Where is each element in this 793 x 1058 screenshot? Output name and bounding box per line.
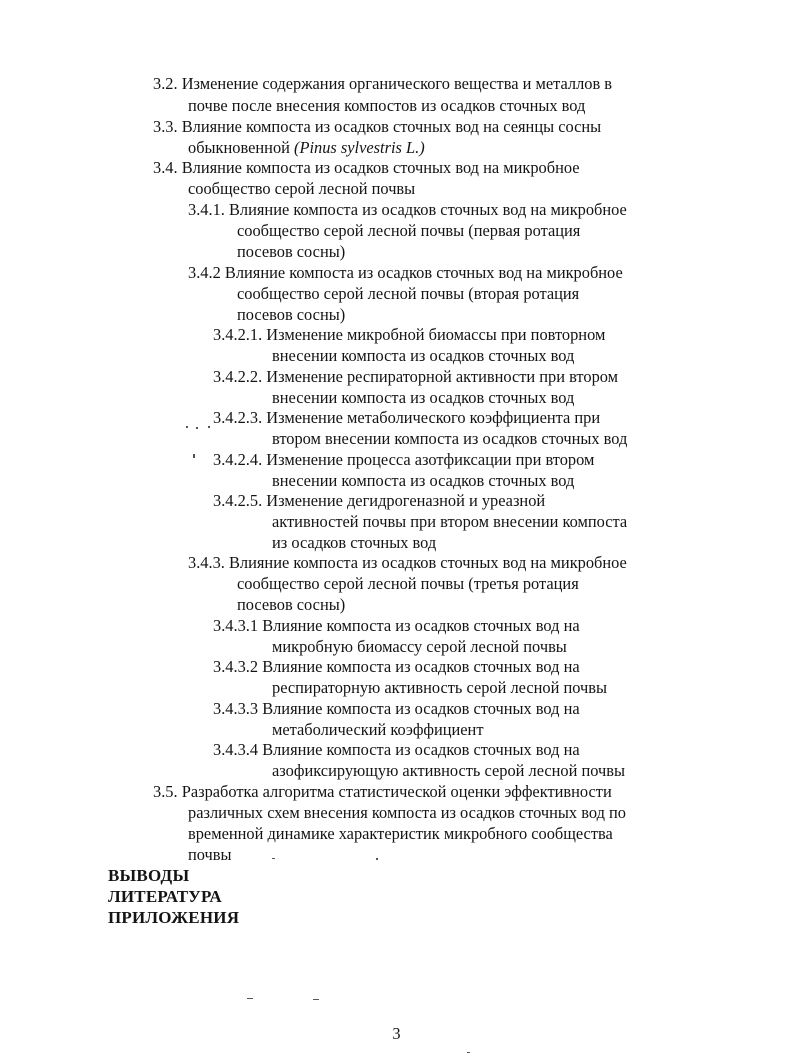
toc-line: втором внесении компоста из осадков сточных вод: [272, 429, 628, 448]
scan-speck: [193, 454, 195, 458]
toc-entry-title: Влияние компоста из осадков сточных вод на микробное: [229, 200, 627, 219]
species-name: (Pinus sylvestris L.): [294, 138, 425, 157]
toc-line: [213, 408, 600, 428]
toc-line: сообщество серой лесной почвы (вторая ротация: [237, 284, 580, 303]
toc-line: метаболический коэффициент: [272, 720, 484, 739]
toc-line: [213, 325, 605, 345]
toc-line: [153, 158, 580, 178]
scan-speck: [313, 999, 319, 1000]
toc-entry-number: 3.4.2.4.: [213, 450, 263, 469]
scan-speck: [247, 998, 253, 999]
toc-entry-number: 3.4.3.4: [213, 740, 259, 759]
toc-entry-title: Изменение респираторной активности при втором: [266, 367, 619, 386]
toc-line-text: обыкновенной: [188, 138, 290, 157]
page-number: 3: [392, 1024, 401, 1043]
toc-entry-title: Влияние компоста из осадков сточных вод на: [262, 616, 580, 635]
scan-speck: [196, 427, 198, 429]
toc-line: [188, 263, 623, 283]
toc-line: [213, 740, 580, 760]
toc-entry-number: 3.2.: [153, 74, 178, 93]
toc-line: сообщество серой лесной почвы (первая ротация: [237, 221, 581, 240]
toc-line: посевов сосны): [237, 242, 346, 261]
toc-entry-title: Изменение процесса азотфиксации при втором: [266, 450, 595, 469]
toc-entry-number: 3.4.3.1: [213, 616, 259, 635]
toc-line: [213, 450, 594, 470]
toc-line: [188, 553, 627, 573]
toc-entry-number: 3.4.2.5.: [213, 491, 263, 510]
toc-line: [153, 74, 612, 94]
scan-speck: [376, 858, 378, 860]
toc-entry-number: 3.4.2.3.: [213, 408, 263, 427]
toc-entry-title: Изменение микробной биомассы при повторном: [266, 325, 606, 344]
toc-entry-title: Изменение метаболического коэффициента при: [266, 408, 601, 427]
toc-line: внесении компоста из осадков сточных вод: [272, 471, 575, 490]
toc-line: [153, 782, 612, 802]
toc-entry-title: Изменение дегидрогеназной и уреазной: [266, 491, 546, 510]
scan-speck: [186, 426, 188, 428]
toc-entry-number: 3.4.: [153, 158, 178, 177]
toc-line: активностей почвы при втором внесении компоста: [272, 512, 628, 531]
toc-line: почве после внесения компостов из осадков сточных вод: [188, 96, 586, 115]
toc-entry-title: Влияние компоста из осадков сточных вод на: [262, 657, 580, 676]
toc-line: [153, 117, 601, 137]
toc-line: внесении компоста из осадков сточных вод: [272, 346, 575, 365]
toc-line: внесении компоста из осадков сточных вод: [272, 388, 575, 407]
scan-speck: [467, 1052, 470, 1053]
toc-entry-title: Влияние компоста из осадков сточных вод на микробное: [224, 263, 623, 282]
toc-line: респираторную активность серой лесной почвы: [272, 678, 607, 697]
section-title: ПРИЛОЖЕНИЯ: [108, 908, 240, 927]
toc-entry-number: 3.4.3.: [188, 553, 225, 572]
section-title: ЛИТЕРАТУРА: [108, 887, 222, 906]
toc-entry-number: 3.4.3.3: [213, 699, 259, 718]
toc-line: почвы: [188, 845, 232, 864]
toc-line: сообщество серой лесной почвы: [188, 179, 416, 198]
toc-entry-title: Влияние компоста из осадков сточных вод на микробное: [181, 158, 580, 177]
scan-speck: [272, 858, 275, 859]
toc-line: микробную биомассу серой лесной почвы: [272, 637, 567, 656]
scan-speck: [208, 426, 210, 428]
toc-line: временной динамике характеристик микробного сообщества: [188, 824, 613, 843]
toc-entry-number: 3.5.: [153, 782, 178, 801]
toc-line: посевов сосны): [237, 305, 346, 324]
toc-line: [213, 657, 580, 677]
toc-line: посевов сосны): [237, 595, 346, 614]
toc-entry-title: Влияние компоста из осадков сточных вод на микробное: [229, 553, 627, 572]
toc-entry-title: Влияние компоста из осадков сточных вод на сеянцы сосны: [181, 117, 602, 136]
toc-line: [213, 367, 618, 387]
toc-entry-number: 3.4.2: [188, 263, 221, 282]
toc-entry-title: Изменение содержания органического вещества и металлов в: [181, 74, 613, 93]
toc-entry-title: Влияние компоста из осадков сточных вод на: [262, 740, 580, 759]
toc-entry-number: 3.4.3.2: [213, 657, 259, 676]
toc-line: [213, 699, 580, 719]
toc-entry-title: Разработка алгоритма статистической оценки эффективности: [181, 782, 612, 801]
toc-entry-number: 3.4.1.: [188, 200, 225, 219]
toc-line: из осадков сточных вод: [272, 533, 437, 552]
toc-line: азофиксирующую активность серой лесной почвы: [272, 761, 626, 780]
toc-entry-number: 3.4.2.1.: [213, 325, 263, 344]
toc-line: сообщество серой лесной почвы (третья ротация: [237, 574, 579, 593]
toc-entry-title: Влияние компоста из осадков сточных вод на: [262, 699, 580, 718]
toc-line: [213, 616, 580, 636]
toc-entry-number: 3.4.2.2.: [213, 367, 263, 386]
section-title: ВЫВОДЫ: [108, 866, 190, 885]
toc-line: [188, 138, 425, 158]
toc-entry-number: 3.3.: [153, 117, 178, 136]
toc-line: [188, 200, 627, 220]
toc-line: различных схем внесения компоста из осадков сточных вод по: [188, 803, 626, 822]
toc-line: [213, 491, 545, 511]
